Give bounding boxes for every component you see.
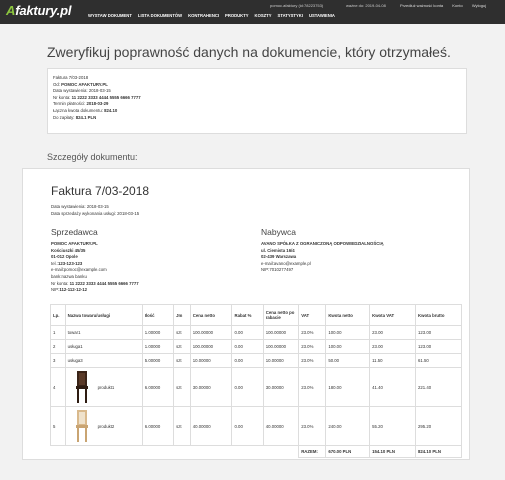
seller-bank: nazwa banku [61,273,87,279]
table-row [51,368,462,407]
items-table [50,304,462,458]
chair-dark-icon [74,370,90,404]
sale-date-line: Data sprzedaży wykonania usługi: 2018-03-15 [51,210,140,216]
seller-details [51,241,139,294]
page-title: Zweryfikuj poprawność danych na dokumencie, który otrzymałeś. [47,44,451,60]
logo-text: faktury.pl [15,3,72,18]
col-qty: Ilość [142,305,173,326]
cell-net: 100.00 [326,340,370,354]
sum-spacer [51,446,299,458]
table-row [51,326,462,340]
user-info: pomoc.afaktury (id:78223753) [270,3,324,8]
table-row [51,354,462,368]
cell-net: 240.00 [326,407,370,446]
summary-due-label: Termin płatności: [53,101,86,107]
sum-net: 670.00 PLN [326,446,370,458]
buyer-details [261,241,384,274]
nav-koszty[interactable]: KOSZTY [254,13,272,18]
account-link[interactable]: Konto [452,3,463,8]
table-row [51,407,462,446]
main-nav [88,13,341,18]
summary-invoice: Faktura 7/03-2018 [53,75,89,80]
cell-qty: 6.00000 [142,407,173,446]
cell-name-with-image [65,407,142,446]
col-vat: VAT [299,305,326,326]
seller-nip: 112-112-12-12 [59,287,88,293]
cell-vat-amount: 11.50 [370,354,416,368]
nav-wystaw-dokument[interactable]: WYSTAW DOKUMENT [88,13,132,18]
col-unit: Jm [174,305,191,326]
cell-net: 100.00 [326,326,370,340]
buyer-street: ul. Ciemista 16/4 [261,247,295,253]
table-header-row [51,305,462,326]
cell-gross: 123.00 [416,326,462,340]
cell-gross: 295.20 [416,407,462,446]
extend-account-link[interactable]: Przedłuż ważność konta [400,3,444,8]
cell-discount: 0.00 [232,340,263,354]
seller-account: 11 2222 3333 4444 5555 6666 7777 [69,280,139,286]
top-bar [0,0,505,24]
cell-net-after: 30.00000 [263,368,298,407]
summary-account-label: Nr konta: [53,94,71,100]
cell-net: 50.00 [326,354,370,368]
summary-topay-label: Do zapłaty: [53,114,75,120]
valid-until: ważne do: 2019-04-08 [346,3,386,8]
cell-net-after: 100.00000 [263,326,298,340]
col-lp: Lp. [51,305,66,326]
cell-net-after: 10.00000 [263,354,298,368]
seller-nip-label: NIP: [51,287,60,293]
cell-name-with-image [65,368,142,407]
product-name: produkt2 [97,423,115,429]
cell-unit: szt [174,407,191,446]
nav-statystyki[interactable]: STATYSTYKI [277,13,303,18]
cell-gross: 221.40 [416,368,462,407]
seller-email-label: e-mail: [51,267,64,273]
cell-lp: 2 [51,340,66,354]
seller-tel-label: tel.: [51,260,58,266]
cell-name: towar1 [65,326,142,340]
issue-date-line: Data wystawienia: 2018-03-15 [51,204,109,209]
seller-account-label: Nr konta: [51,280,69,286]
afaktury-logo[interactable] [6,3,71,18]
buyer-nip: 7010277497 [269,267,294,273]
seller-tel: 123-123-123 [57,260,83,266]
cell-net: 180.00 [326,368,370,407]
cell-name: usługa3 [65,354,142,368]
cell-qty: 5.00000 [142,354,173,368]
sum-label: RAZEM: [299,446,326,458]
cell-unit: szt [174,340,191,354]
cell-qty: 1.00000 [142,326,173,340]
col-gross: Kwota brutto [416,305,462,326]
seller-bank-label: bank: [51,273,62,279]
summary-total: 824.10 [104,107,118,113]
cell-qty: 1.00000 [142,340,173,354]
document-dates [51,204,139,217]
summary-issue-label: Data wystawienia: [53,88,88,94]
seller-city: 01-012 Opole [51,254,78,260]
cell-price: 10.00000 [190,354,232,368]
cell-net-after: 100.00000 [263,340,298,354]
buyer-email-label: e-mail: [261,260,274,266]
cell-unit: szt [174,354,191,368]
cell-discount: 0.00 [232,407,263,446]
cell-vat: 23.0% [299,340,326,354]
cell-price: 100.00000 [190,340,232,354]
summary-issue: 2018-03-15 [88,88,111,94]
cell-vat: 23.0% [299,368,326,407]
summary-account: 11 2222 3333 4444 5555 6666 7777 [71,94,141,100]
cell-vat: 23.0% [299,407,326,446]
seller-street: Kościuszki 45/35 [51,247,86,253]
document-panel [22,168,470,460]
seller-email: pomoc@example.com [63,267,107,273]
cell-discount: 0.00 [232,326,263,340]
buyer-name: AVANO SPÓŁKA Z OGRANICZONĄ ODPOWIEDZIALNOŚCIĄ [261,241,384,246]
col-net: Kwota netto [326,305,370,326]
summary-from: POMOC AFAKTURY.PL [61,81,108,87]
seller-name: POMOC AFAKTURY.PL [51,241,98,246]
product-name: produkt1 [97,384,115,390]
details-heading: Szczegóły dokumentu: [47,152,138,162]
logo-letter: A [6,3,16,18]
buyer-heading: Nabywca [261,227,296,237]
summary-total-label: Łączna kwota dokumentu: [53,107,103,113]
buyer-nip-label: NIP: [261,267,270,273]
document-title: Faktura 7/03-2018 [51,184,150,198]
col-vat-amount: Kwota VAT [370,305,416,326]
summary-due: 2018-03-29 [86,101,109,107]
cell-unit: szt [174,368,191,407]
table-row [51,340,462,354]
cell-gross: 61.50 [416,354,462,368]
cell-price: 40.00000 [190,407,232,446]
cell-discount: 0.00 [232,368,263,407]
chair-light-icon [74,409,90,443]
nav-ustawienia[interactable]: USTAWIENIA [308,13,335,18]
nav-produkty[interactable]: PRODUKTY [225,13,249,18]
buyer-email: avano@example.pl [273,260,311,266]
buyer-city: 02-439 Warszawa [261,254,297,260]
col-discount: Rabat % [232,305,263,326]
cell-lp: 1 [51,326,66,340]
summary-topay: 824.1 PLN [75,114,97,120]
cell-lp: 5 [51,407,66,446]
nav-kontrahenci[interactable]: KONTRAHENCI [188,13,220,18]
cell-lp: 4 [51,368,66,407]
account-links [400,3,494,8]
col-net-after: Cena netto po rabacie [263,305,298,326]
logout-link[interactable]: Wyloguj [471,3,487,8]
col-name: Nazwa towaru/usługi [65,305,142,326]
sum-row [51,446,462,458]
nav-lista-dokumentow[interactable]: LISTA DOKUMENTÓW [137,13,183,18]
document-summary [47,68,467,134]
cell-vat-amount: 55.20 [370,407,416,446]
cell-vat-amount: 41.40 [370,368,416,407]
cell-vat: 23.0% [299,354,326,368]
cell-vat-amount: 23.00 [370,326,416,340]
cell-price: 100.00000 [190,326,232,340]
cell-name: usługa1 [65,340,142,354]
seller-heading: Sprzedawca [51,227,98,237]
cell-net-after: 40.00000 [263,407,298,446]
col-price: Cena netto [190,305,232,326]
cell-vat-amount: 23.00 [370,340,416,354]
sum-vat: 154.10 PLN [370,446,416,458]
sum-gross: 824.10 PLN [416,446,462,458]
cell-unit: szt [174,326,191,340]
summary-from-label: Od: [53,81,60,87]
cell-lp: 3 [51,354,66,368]
cell-gross: 123.00 [416,340,462,354]
cell-discount: 0.00 [232,354,263,368]
cell-vat: 23.0% [299,326,326,340]
cell-qty: 6.00000 [142,368,173,407]
cell-price: 30.00000 [190,368,232,407]
